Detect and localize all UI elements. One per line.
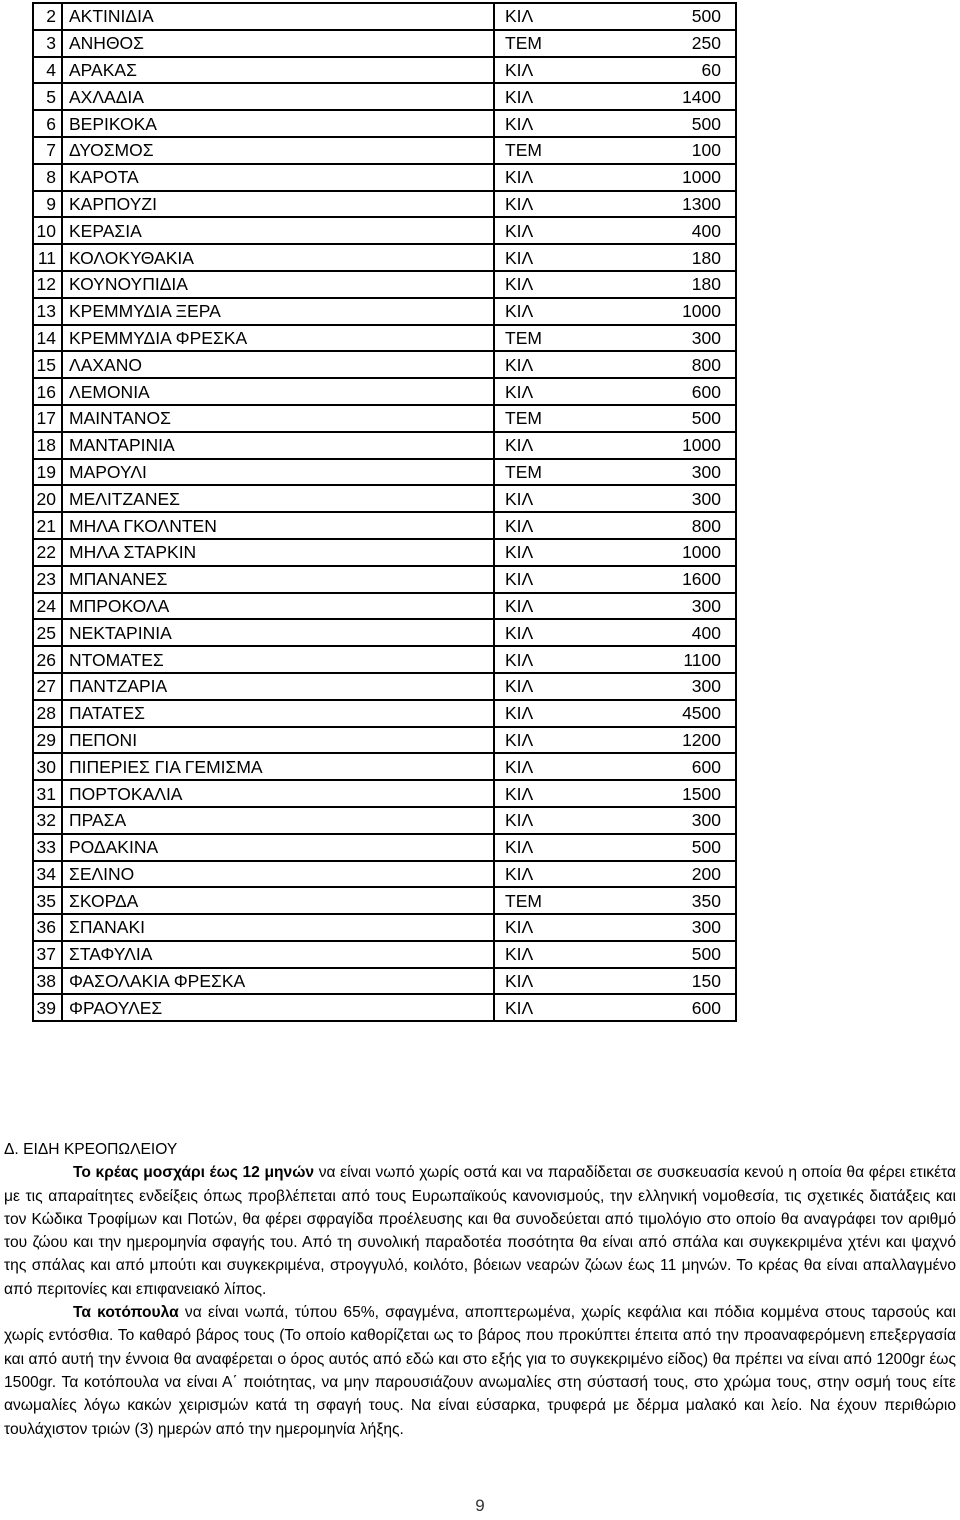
- item-quantity: 1600: [599, 566, 736, 593]
- table-row: [33, 298, 736, 325]
- item-quantity: 500: [599, 405, 736, 432]
- item-unit: ΚΙΛ: [494, 83, 599, 110]
- item-name: ΠΕΠΟΝΙ: [62, 727, 494, 754]
- item-name: ΚΕΡΑΣΙΑ: [62, 217, 494, 244]
- item-name: ΣΚΟΡΔΑ: [62, 887, 494, 914]
- item-name: ΚΑΡΟΤΑ: [62, 164, 494, 191]
- item-name: ΜΑΡΟΥΛΙ: [62, 459, 494, 486]
- item-name: ΔΥΟΣΜΟΣ: [62, 137, 494, 164]
- item-unit: ΚΙΛ: [494, 432, 599, 459]
- row-number: 19: [33, 459, 62, 486]
- item-name: ΚΡΕΜΜΥΔΙΑ ΦΡΕΣΚΑ: [62, 325, 494, 352]
- row-number: 37: [33, 941, 62, 968]
- row-number: 32: [33, 807, 62, 834]
- item-unit: ΚΙΛ: [494, 485, 599, 512]
- table-row: [33, 244, 736, 271]
- row-number: 6: [33, 110, 62, 137]
- table-row: [33, 914, 736, 941]
- table-row: [33, 378, 736, 405]
- item-name: ΜΑΝΤΑΡΙΝΙΑ: [62, 432, 494, 459]
- item-quantity: 1000: [599, 298, 736, 325]
- item-name: ΜΠΡΟΚΟΛΑ: [62, 593, 494, 620]
- item-name: ΚΟΥΝΟΥΠΙΔΙΑ: [62, 271, 494, 298]
- item-quantity: 800: [599, 351, 736, 378]
- table-row: [33, 566, 736, 593]
- row-number: 13: [33, 298, 62, 325]
- item-name: ΜΑΙΝΤΑΝΟΣ: [62, 405, 494, 432]
- item-name: ΣΠΑΝΑΚΙ: [62, 914, 494, 941]
- item-quantity: 60: [599, 57, 736, 84]
- row-number: 22: [33, 539, 62, 566]
- item-unit: ΚΙΛ: [494, 700, 599, 727]
- item-unit: ΚΙΛ: [494, 994, 599, 1021]
- item-quantity: 1000: [599, 164, 736, 191]
- meat-section: [4, 1138, 956, 1441]
- row-number: 9: [33, 191, 62, 218]
- row-number: 16: [33, 378, 62, 405]
- item-name: ΜΗΛΑ ΓΚΟΛΝΤΕΝ: [62, 512, 494, 539]
- table-row: [33, 780, 736, 807]
- item-name: ΦΑΣΟΛΑΚΙΑ ΦΡΕΣΚΑ: [62, 968, 494, 995]
- row-number: 10: [33, 217, 62, 244]
- item-name: ΠΡΑΣΑ: [62, 807, 494, 834]
- item-name: ΜΗΛΑ ΣΤΑΡΚΙΝ: [62, 539, 494, 566]
- item-unit: ΤΕΜ: [494, 887, 599, 914]
- item-unit: ΚΙΛ: [494, 968, 599, 995]
- item-quantity: 600: [599, 994, 736, 1021]
- item-name: ΠΟΡΤΟΚΑΛΙΑ: [62, 780, 494, 807]
- table-row: [33, 994, 736, 1021]
- table-row: [33, 539, 736, 566]
- table-row: [33, 405, 736, 432]
- item-name: ΛΑΧΑΝΟ: [62, 351, 494, 378]
- items-table: [32, 2, 737, 1022]
- item-unit: ΚΙΛ: [494, 646, 599, 673]
- section-heading: Δ. ΕΙΔΗ ΚΡΕΟΠΩΛΕΙΟΥ: [4, 1141, 178, 1158]
- item-name: ΝΕΚΤΑΡΙΝΙΑ: [62, 619, 494, 646]
- item-unit: ΚΙΛ: [494, 727, 599, 754]
- row-number: 38: [33, 968, 62, 995]
- table-row: [33, 512, 736, 539]
- table-row: [33, 646, 736, 673]
- table-row: [33, 700, 736, 727]
- row-number: 3: [33, 30, 62, 57]
- row-number: 39: [33, 994, 62, 1021]
- item-unit: ΚΙΛ: [494, 3, 599, 30]
- item-unit: ΤΕΜ: [494, 30, 599, 57]
- row-number: 26: [33, 646, 62, 673]
- table-row: [33, 164, 736, 191]
- row-number: 7: [33, 137, 62, 164]
- paragraph-beef: [4, 1161, 956, 1301]
- item-unit: ΤΕΜ: [494, 325, 599, 352]
- item-name: ΑΡΑΚΑΣ: [62, 57, 494, 84]
- table-row: [33, 968, 736, 995]
- item-unit: ΚΙΛ: [494, 191, 599, 218]
- item-name: ΡΟΔΑΚΙΝΑ: [62, 834, 494, 861]
- table-row: [33, 887, 736, 914]
- item-unit: ΚΙΛ: [494, 512, 599, 539]
- item-unit: ΚΙΛ: [494, 271, 599, 298]
- table-row: [33, 459, 736, 486]
- item-quantity: 500: [599, 834, 736, 861]
- item-unit: ΤΕΜ: [494, 137, 599, 164]
- item-quantity: 1500: [599, 780, 736, 807]
- row-number: 11: [33, 244, 62, 271]
- table-row: [33, 753, 736, 780]
- item-quantity: 300: [599, 325, 736, 352]
- table-row: [33, 593, 736, 620]
- item-name: ΜΠΑΝΑΝΕΣ: [62, 566, 494, 593]
- table-row: [33, 3, 736, 30]
- row-number: 33: [33, 834, 62, 861]
- table-row: [33, 110, 736, 137]
- item-quantity: 300: [599, 485, 736, 512]
- item-name: ΚΟΛΟΚΥΘΑΚΙΑ: [62, 244, 494, 271]
- row-number: 35: [33, 887, 62, 914]
- item-name: ΑΝΗΘΟΣ: [62, 30, 494, 57]
- item-quantity: 800: [599, 512, 736, 539]
- item-unit: ΚΙΛ: [494, 57, 599, 84]
- item-quantity: 180: [599, 271, 736, 298]
- item-name: ΛΕΜΟΝΙΑ: [62, 378, 494, 405]
- table-row: [33, 727, 736, 754]
- item-quantity: 300: [599, 459, 736, 486]
- item-name: ΣΤΑΦΥΛΙΑ: [62, 941, 494, 968]
- item-unit: ΚΙΛ: [494, 378, 599, 405]
- page-number: 9: [475, 1496, 485, 1515]
- item-name: ΠΑΤΑΤΕΣ: [62, 700, 494, 727]
- row-number: 5: [33, 83, 62, 110]
- row-number: 20: [33, 485, 62, 512]
- table-row: [33, 217, 736, 244]
- item-quantity: 1400: [599, 83, 736, 110]
- row-number: 30: [33, 753, 62, 780]
- item-quantity: 600: [599, 753, 736, 780]
- row-number: 12: [33, 271, 62, 298]
- item-unit: ΚΙΛ: [494, 861, 599, 888]
- item-quantity: 4500: [599, 700, 736, 727]
- item-quantity: 100: [599, 137, 736, 164]
- table-row: [33, 485, 736, 512]
- item-unit: ΚΙΛ: [494, 941, 599, 968]
- item-unit: ΚΙΛ: [494, 164, 599, 191]
- row-number: 18: [33, 432, 62, 459]
- item-unit: ΚΙΛ: [494, 539, 599, 566]
- row-number: 29: [33, 727, 62, 754]
- item-quantity: 250: [599, 30, 736, 57]
- item-name: ΑΚΤΙΝΙΔΙΑ: [62, 3, 494, 30]
- item-quantity: 400: [599, 619, 736, 646]
- table-row: [33, 673, 736, 700]
- item-name: ΑΧΛΑΔΙΑ: [62, 83, 494, 110]
- row-number: 2: [33, 3, 62, 30]
- item-quantity: 150: [599, 968, 736, 995]
- item-quantity: 1300: [599, 191, 736, 218]
- item-quantity: 300: [599, 593, 736, 620]
- item-name: ΚΡΕΜΜΥΔΙΑ ΞΕΡΑ: [62, 298, 494, 325]
- table-row: [33, 325, 736, 352]
- item-name: ΚΑΡΠΟΥΖΙ: [62, 191, 494, 218]
- table-row: [33, 941, 736, 968]
- item-quantity: 500: [599, 3, 736, 30]
- item-name: ΠΑΝΤΖΑΡΙΑ: [62, 673, 494, 700]
- item-quantity: 1100: [599, 646, 736, 673]
- item-quantity: 300: [599, 914, 736, 941]
- item-unit: ΚΙΛ: [494, 217, 599, 244]
- item-unit: ΤΕΜ: [494, 405, 599, 432]
- item-unit: ΚΙΛ: [494, 593, 599, 620]
- item-unit: ΚΙΛ: [494, 753, 599, 780]
- item-unit: ΚΙΛ: [494, 673, 599, 700]
- item-unit: ΚΙΛ: [494, 807, 599, 834]
- table-row: [33, 137, 736, 164]
- item-quantity: 300: [599, 673, 736, 700]
- item-quantity: 1200: [599, 727, 736, 754]
- item-unit: ΚΙΛ: [494, 834, 599, 861]
- item-quantity: 1000: [599, 539, 736, 566]
- table-row: [33, 807, 736, 834]
- paragraph-chicken-lead: Τα κοτόπουλα: [73, 1304, 179, 1322]
- item-name: ΦΡΑΟΥΛΕΣ: [62, 994, 494, 1021]
- table-row: [33, 861, 736, 888]
- paragraph-beef-text: να είναι νωπό χωρίς οστά και να παραδίδεται σε συσκευασία κενού η οποία θα φέρει ετικέτα με τις απαραίτητες ενδείξεις όπως προβλέπεται από τους Ευρωπαϊκούς κανονισμούς, την ελληνική νομοθεσία, τις σχετικές διατάξεις και τον Κώδικα Τροφίμων και Ποτών, θα φέρει σφραγίδα προέλευσης και θα συνοδεύεται από τιμολόγιο στο οποίο θα αναγράφει τον αριθμό του ζώου και την ημερομηνία σφαγής του. Από τη συνολική παραδοτέα ποσότητα θα είναι από σπάλα και συγκεκριμένα χτένι και ψαχνό της σπάλας και από μπούτι και συγκεκριμένα, στρογγυλό, κοιλότο, βόειων νεαρών ζώων έως 11 μηνών. Το κρέας θα είναι απαλλαγμένο από περιτονίες και επιφανειακό λίπος.: [4, 1164, 956, 1298]
- table-row: [33, 191, 736, 218]
- item-name: ΒΕΡΙΚΟΚΑ: [62, 110, 494, 137]
- item-unit: ΚΙΛ: [494, 566, 599, 593]
- item-quantity: 500: [599, 941, 736, 968]
- row-number: 31: [33, 780, 62, 807]
- row-number: 14: [33, 325, 62, 352]
- table-row: [33, 432, 736, 459]
- item-name: ΜΕΛΙΤΖΑΝΕΣ: [62, 485, 494, 512]
- item-unit: ΤΕΜ: [494, 459, 599, 486]
- row-number: 34: [33, 861, 62, 888]
- item-name: ΣΕΛΙΝΟ: [62, 861, 494, 888]
- item-unit: ΚΙΛ: [494, 619, 599, 646]
- item-quantity: 500: [599, 110, 736, 137]
- item-quantity: 400: [599, 217, 736, 244]
- row-number: 25: [33, 619, 62, 646]
- row-number: 8: [33, 164, 62, 191]
- row-number: 36: [33, 914, 62, 941]
- item-quantity: 200: [599, 861, 736, 888]
- table-row: [33, 30, 736, 57]
- item-quantity: 1000: [599, 432, 736, 459]
- table-row: [33, 57, 736, 84]
- row-number: 21: [33, 512, 62, 539]
- table-row: [33, 271, 736, 298]
- row-number: 17: [33, 405, 62, 432]
- item-unit: ΚΙΛ: [494, 914, 599, 941]
- item-name: ΝΤΟΜΑΤΕΣ: [62, 646, 494, 673]
- paragraph-chicken: [4, 1301, 956, 1441]
- paragraph-chicken-text: να είναι νωπά, τύπου 65%, σφαγμένα, αποπτερωμένα, χωρίς κεφάλια και πόδια κομμένα στους ταρσούς και χωρίς εντόσθια. Το καθαρό βάρος τους (Το οποίο καθορίζεται ως το βάρος που προκύπτει έπειτα από την προαναφερόμενη επεξεργασία και από αυτή την έννοια θα αναφέρεται ο όρος αυτός από εδώ και στο εξής για το συγκεκριμένο είδος) θα πρέπει να είναι από 1200gr έως 1500gr. Τα κοτόπουλα να είναι Α΄ ποιότητας, να μην παρουσιάζουν ανωμαλίες στη σύστασή τους, στο χρώμα τους, στην οσμή τους είτε ανωμαλίες λόγω κακών χειρισμών κατά τη σφαγή τους. Να είναι εύσαρκα, τρυφερά με δέρμα μαλακό και λείο. Να έχουν περιθώριο τουλάχιστον τριών (3) ημερών από την ημερομηνία λήξης.: [4, 1304, 957, 1438]
- table-row: [33, 619, 736, 646]
- row-number: 28: [33, 700, 62, 727]
- row-number: 15: [33, 351, 62, 378]
- row-number: 27: [33, 673, 62, 700]
- item-unit: ΚΙΛ: [494, 110, 599, 137]
- row-number: 24: [33, 593, 62, 620]
- paragraph-beef-lead: Το κρέας μοσχάρι έως 12 μηνών: [73, 1164, 315, 1182]
- item-quantity: 350: [599, 887, 736, 914]
- item-name: ΠΙΠΕΡΙΕΣ ΓΙΑ ΓΕΜΙΣΜΑ: [62, 753, 494, 780]
- item-quantity: 300: [599, 807, 736, 834]
- row-number: 4: [33, 57, 62, 84]
- item-unit: ΚΙΛ: [494, 244, 599, 271]
- items-table-body: [33, 3, 736, 1021]
- item-quantity: 600: [599, 378, 736, 405]
- item-unit: ΚΙΛ: [494, 780, 599, 807]
- table-row: [33, 834, 736, 861]
- item-unit: ΚΙΛ: [494, 298, 599, 325]
- item-quantity: 180: [599, 244, 736, 271]
- table-row: [33, 83, 736, 110]
- row-number: 23: [33, 566, 62, 593]
- table-row: [33, 351, 736, 378]
- item-unit: ΚΙΛ: [494, 351, 599, 378]
